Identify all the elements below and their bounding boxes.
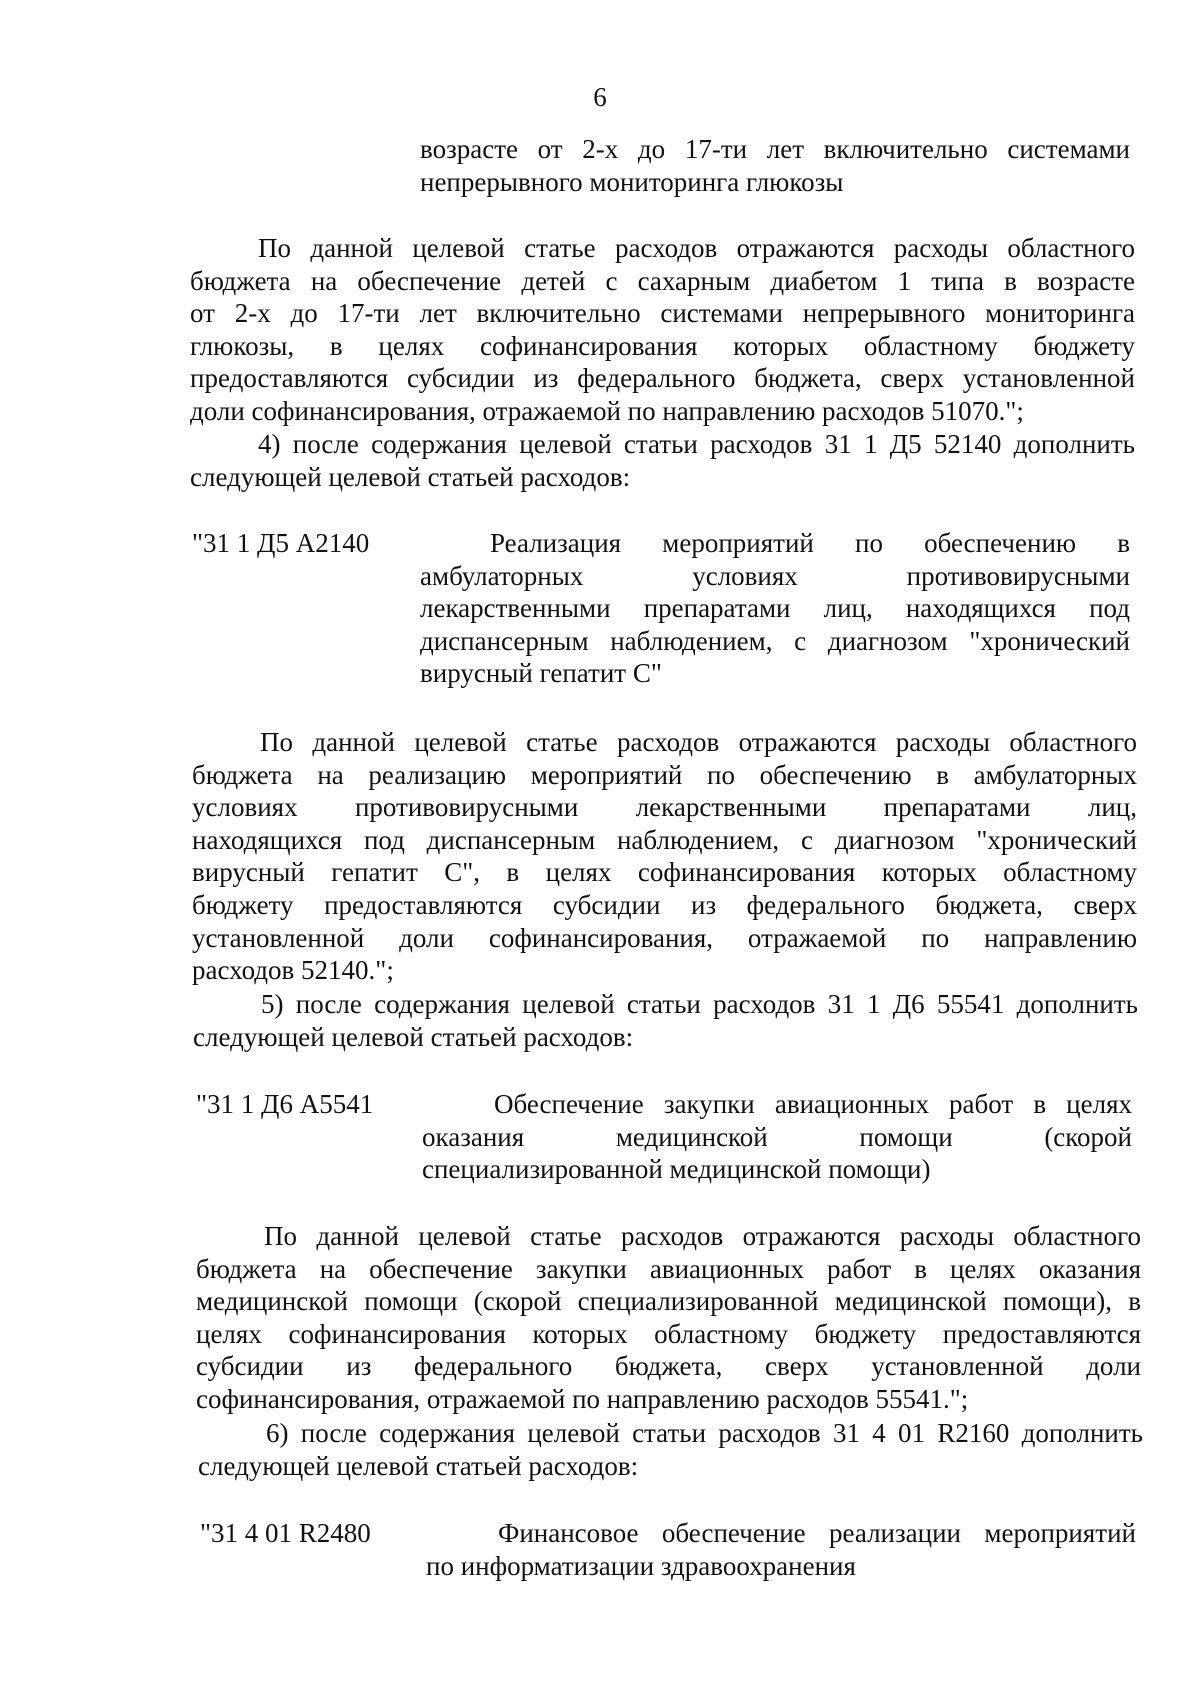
text-line: По данной целевой статье расходов отражаются расходы областного <box>260 727 1137 757</box>
text-line: расходов 52140."; <box>192 955 394 986</box>
text-line: следующей целевой статьей расходов: <box>198 1450 639 1481</box>
text-line: оказания медицинской помощи (скорой <box>422 1121 1132 1152</box>
entry-code: "31 1 Д6 А5541 <box>196 1089 374 1119</box>
entry-code: "31 4 01 R2480 <box>200 1518 371 1548</box>
text-line: целях софинансирования которых областному бюджету предоставляются <box>196 1318 1141 1349</box>
text-line: медицинской помощи (скорой специализированной медицинской помощи), в <box>196 1286 1141 1317</box>
paragraph-2 <box>192 726 1137 987</box>
text-line: вирусный гепатит С", в целях софинансирования которых областному <box>192 857 1137 888</box>
text-line: бюджета на обеспечение закупки авиационных работ в целях оказания <box>196 1253 1141 1284</box>
item-5 <box>193 988 1138 1053</box>
text-line: бюджету предоставляются субсидии из федерального бюджета, сверх <box>192 889 1137 920</box>
text-line: Обеспечение закупки авиационных работ в целях <box>494 1089 1132 1119</box>
text-line: 4) после содержания целевой статьи расходов 31 1 Д5 52140 дополнить <box>258 429 1135 459</box>
text-line: предоставляются субсидии из федерального бюджета, сверх установленной <box>190 363 1135 394</box>
text-line: амбулаторных условиях противовирусными <box>420 560 1130 591</box>
paragraph-3 <box>196 1220 1141 1416</box>
text-line: доли софинансирования, отражаемой по направлению расходов 51070."; <box>190 395 1024 426</box>
text-line: бюджета на реализацию мероприятий по обеспечению в амбулаторных <box>192 759 1137 790</box>
text-line: По данной целевой статье расходов отражаются расходы областного <box>258 233 1135 263</box>
text-line: лекарственными препаратами лиц, находящихся под <box>420 593 1130 624</box>
entry-description <box>426 1517 1136 1582</box>
text-line: установленной доли софинансирования, отражаемой по направлению <box>192 922 1137 953</box>
intro-text <box>420 133 1130 198</box>
text-line: субсидии из федерального бюджета, сверх установленной доли <box>196 1351 1141 1382</box>
entry-description <box>422 1088 1132 1186</box>
text-line: условиях противовирусными лекарственными препаратами лиц, <box>192 792 1137 823</box>
text-line: По данной целевой статье расходов отражаются расходы областного <box>264 1221 1141 1251</box>
text-line: диспансерным наблюдением, с диагнозом "хронический <box>420 625 1130 656</box>
text-line: следующей целевой статьей расходов: <box>193 1021 634 1052</box>
text-line: Реализация мероприятий по обеспечению в <box>490 528 1130 558</box>
text-line: софинансирования, отражаемой по направлению расходов 55541."; <box>196 1383 969 1414</box>
text-line: глюкозы, в целях софинансирования которых областному бюджету <box>190 330 1135 361</box>
text-line: по информатизации здравоохранения <box>426 1550 856 1581</box>
text-line: вирусный гепатит С" <box>420 658 662 689</box>
text-line: специализированной медицинской помощи) <box>422 1154 931 1185</box>
text-line: от 2-х до 17-ти лет включительно системами непрерывного мониторинга <box>190 298 1135 329</box>
text-line: бюджета на обеспечение детей с сахарным диабетом 1 типа в возрасте <box>190 265 1135 296</box>
entry-code: "31 1 Д5 А2140 <box>192 528 370 558</box>
text-line: 5) после содержания целевой статьи расходов 31 1 Д6 55541 дополнить <box>261 989 1138 1019</box>
text-line: возрасте от 2-х до 17-ти лет включительно системами <box>420 134 1130 164</box>
text-line: непрерывного мониторинга глюкозы <box>420 166 844 197</box>
text-line: следующей целевой статьей расходов: <box>190 461 631 492</box>
entry-description <box>420 527 1130 690</box>
paragraph-1 <box>190 232 1135 428</box>
page-number: 6 <box>593 82 607 112</box>
text-line: находящихся под диспансерным наблюдением, с диагнозом "хронический <box>192 824 1137 855</box>
item-4 <box>190 428 1135 493</box>
text-line: 6) после содержания целевой статьи расходов 31 4 01 R2160 дополнить <box>266 1418 1143 1448</box>
item-6 <box>198 1417 1143 1482</box>
text-line: Финансовое обеспечение реализации мероприятий <box>498 1518 1136 1548</box>
